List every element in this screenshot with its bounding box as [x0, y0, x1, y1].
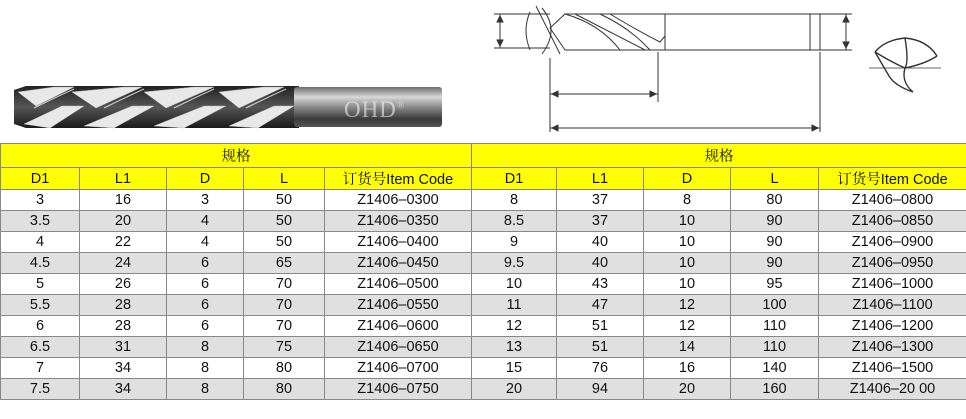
cell-d1: 3: [1, 190, 80, 211]
spec-table: [0, 143, 966, 400]
cell-item-code: Z1406–0750: [325, 379, 472, 400]
cell-l: 90: [731, 232, 819, 253]
cell-l: 140: [731, 358, 819, 379]
cell-d: 6: [167, 316, 244, 337]
cell-l1: 26: [80, 274, 167, 295]
cell-d: 4: [167, 232, 244, 253]
cell-d: 8: [167, 358, 244, 379]
product-figure-area: [0, 0, 966, 143]
cell-item-code: Z1406–0500: [325, 274, 472, 295]
cell-l1: 47: [557, 295, 644, 316]
cell-d: 10: [644, 232, 731, 253]
header-l: L: [244, 168, 325, 190]
cell-l: 70: [244, 274, 325, 295]
cell-item-code: Z1406–1200: [819, 316, 966, 337]
cell-d: 6: [167, 295, 244, 316]
cell-d1: 4.5: [1, 253, 80, 274]
cell-item-code: Z1406–20 00: [819, 379, 966, 400]
cell-l: 90: [731, 211, 819, 232]
cell-l: 90: [731, 253, 819, 274]
cell-d1: 6: [1, 316, 80, 337]
cell-d: 20: [644, 379, 731, 400]
header-l: L: [731, 168, 819, 190]
header-l1: L1: [557, 168, 644, 190]
cell-l: 70: [244, 295, 325, 316]
cell-l1: 51: [557, 337, 644, 358]
cell-d: 12: [644, 295, 731, 316]
cell-l: 160: [731, 379, 819, 400]
cell-l: 50: [244, 211, 325, 232]
cell-l: 50: [244, 190, 325, 211]
cell-l1: 40: [557, 253, 644, 274]
header-item-code: 订货号Item Code: [819, 168, 966, 190]
cell-d: 10: [644, 253, 731, 274]
cell-l1: 51: [557, 316, 644, 337]
cell-item-code: Z1406–0950: [819, 253, 966, 274]
cell-d: 16: [644, 358, 731, 379]
cell-item-code: Z1406–0600: [325, 316, 472, 337]
cell-item-code: Z1406–0400: [325, 232, 472, 253]
group-title-left: 规格: [1, 144, 472, 168]
cell-d: 10: [644, 274, 731, 295]
table-row: [1, 316, 966, 337]
cell-l: 80: [244, 379, 325, 400]
drill-technical-drawing: [490, 2, 852, 136]
cell-l1: 34: [80, 379, 167, 400]
cell-item-code: Z1406–1000: [819, 274, 966, 295]
cell-d1: 9.5: [472, 253, 557, 274]
header-d1: D1: [1, 168, 80, 190]
table-row: [1, 232, 966, 253]
table-row: [1, 190, 966, 211]
cell-d: 10: [644, 211, 731, 232]
drill-end-view-drawing: [865, 32, 945, 102]
cell-l1: 37: [557, 190, 644, 211]
cell-l1: 31: [80, 337, 167, 358]
cell-d1: 9: [472, 232, 557, 253]
cell-l1: 94: [557, 379, 644, 400]
cell-d1: 4: [1, 232, 80, 253]
cell-d1: 3.5: [1, 211, 80, 232]
cell-item-code: Z1406–0850: [819, 211, 966, 232]
cell-d1: 15: [472, 358, 557, 379]
cell-d1: 5: [1, 274, 80, 295]
table-row: [1, 337, 966, 358]
table-row: [1, 358, 966, 379]
cell-l1: 28: [80, 295, 167, 316]
cell-item-code: Z1406–0550: [325, 295, 472, 316]
cell-d: 14: [644, 337, 731, 358]
cell-l1: 20: [80, 211, 167, 232]
header-d: D: [167, 168, 244, 190]
cell-l1: 37: [557, 211, 644, 232]
cell-l: 95: [731, 274, 819, 295]
cell-item-code: Z1406–0900: [819, 232, 966, 253]
cell-l: 75: [244, 337, 325, 358]
cell-d1: 10: [472, 274, 557, 295]
cell-l1: 40: [557, 232, 644, 253]
cell-item-code: Z1406–0300: [325, 190, 472, 211]
cell-d1: 11: [472, 295, 557, 316]
cell-l1: 24: [80, 253, 167, 274]
cell-item-code: Z1406–1300: [819, 337, 966, 358]
cell-d1: 7.5: [1, 379, 80, 400]
cell-l: 110: [731, 316, 819, 337]
cell-item-code: Z1406–0700: [325, 358, 472, 379]
cell-item-code: Z1406–1100: [819, 295, 966, 316]
cell-item-code: Z1406–1500: [819, 358, 966, 379]
cell-d1: 7: [1, 358, 80, 379]
cell-d: 8: [167, 337, 244, 358]
table-row: [1, 274, 966, 295]
cell-l: 65: [244, 253, 325, 274]
cell-l: 100: [731, 295, 819, 316]
brand-logo: OHD®: [344, 97, 406, 122]
table-row: [1, 211, 966, 232]
cell-d: 4: [167, 211, 244, 232]
cell-d1: 6.5: [1, 337, 80, 358]
cell-l: 110: [731, 337, 819, 358]
cell-item-code: Z1406–0800: [819, 190, 966, 211]
header-item-code: 订货号Item Code: [325, 168, 472, 190]
table-row: [1, 253, 966, 274]
cell-d: 12: [644, 316, 731, 337]
cell-l: 80: [244, 358, 325, 379]
cell-l1: 76: [557, 358, 644, 379]
header-d: D: [644, 168, 731, 190]
cell-d1: 8: [472, 190, 557, 211]
group-title-right: 规格: [472, 144, 966, 168]
cell-d1: 5.5: [1, 295, 80, 316]
cell-l: 80: [731, 190, 819, 211]
header-l1: L1: [80, 168, 167, 190]
cell-l1: 28: [80, 316, 167, 337]
cell-d1: 20: [472, 379, 557, 400]
cell-d: 3: [167, 190, 244, 211]
cell-l: 50: [244, 232, 325, 253]
cell-l1: 43: [557, 274, 644, 295]
header-d1: D1: [472, 168, 557, 190]
cell-d1: 13: [472, 337, 557, 358]
cell-d: 6: [167, 253, 244, 274]
cell-l: 70: [244, 316, 325, 337]
cell-l1: 22: [80, 232, 167, 253]
cell-d: 6: [167, 274, 244, 295]
cell-d1: 8.5: [472, 211, 557, 232]
cell-l1: 34: [80, 358, 167, 379]
cell-item-code: Z1406–0450: [325, 253, 472, 274]
cell-l1: 16: [80, 190, 167, 211]
cell-d: 8: [644, 190, 731, 211]
cell-item-code: Z1406–0650: [325, 337, 472, 358]
cell-item-code: Z1406–0350: [325, 211, 472, 232]
table-row: [1, 295, 966, 316]
cell-d1: 12: [472, 316, 557, 337]
cell-d: 8: [167, 379, 244, 400]
table-row: [1, 379, 966, 400]
